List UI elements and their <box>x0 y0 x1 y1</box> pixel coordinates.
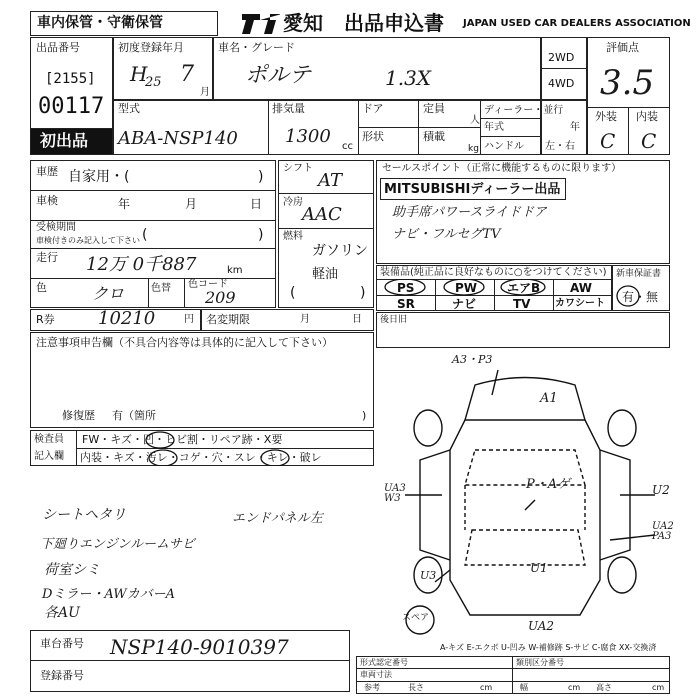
org-name: 愛知 <box>283 11 323 35</box>
damage-legend: A-キズ E-エクボ U-凹み W-補修跡 S-サビ C-腐食 XX-交換済 <box>440 643 657 652</box>
length-unit: cm <box>480 683 493 692</box>
new-owner-label: 後日旧 <box>380 315 408 325</box>
fuel-diesel: 軽油 <box>312 267 339 282</box>
shift-value: AT <box>318 170 343 191</box>
selling-point-1: 助手席パワースライドドア <box>392 205 547 220</box>
registration-era: H <box>130 62 148 86</box>
capacity-label: 定員 <box>423 102 445 115</box>
load-unit: kg <box>468 144 479 154</box>
selling-point-2: ナビ・フルセグTV <box>392 227 501 242</box>
model-name: ポルテ <box>245 63 312 88</box>
warranty-label: 新車保証書 <box>616 269 662 279</box>
capacity-unit: 人 <box>470 115 480 126</box>
legal-open: ( <box>142 227 148 243</box>
handle-options: 左・右 <box>545 141 575 152</box>
remark-side: エンドパネル左 <box>232 511 323 526</box>
inspection-label: 車検 <box>36 194 58 207</box>
r-ticket-frame <box>30 309 374 331</box>
color-label: 色 <box>36 281 47 294</box>
remark-3: 荷室シミ <box>44 562 100 578</box>
shift-label: シフト <box>283 163 313 174</box>
fuel-gasoline: ガソリン <box>312 243 368 259</box>
remark-1: シートヘタリ <box>42 507 126 523</box>
drive-4wd: 4WD <box>548 77 575 90</box>
remark-5: 各AU <box>44 605 80 621</box>
chassis-value: NSP140-9010397 <box>110 635 289 659</box>
mileage-value: 12万 0千887 <box>86 254 197 275</box>
displacement-value: 1300 <box>285 126 331 147</box>
vehicle-size-label: 車両寸法 <box>360 670 392 679</box>
color-value: クロ <box>92 284 125 303</box>
warranty-circle <box>614 284 644 308</box>
registration-label: 初度登録年月 <box>118 41 184 54</box>
chassis-label: 車台番号 <box>40 637 84 650</box>
cat-reg-label: 類別区分番号 <box>516 658 564 667</box>
dealer-label: ディーラー・並行 <box>484 105 564 116</box>
name-change-day: 日 <box>352 314 362 325</box>
usage-value: 自家用・( <box>68 169 130 185</box>
lot-code: [2155] <box>45 71 96 87</box>
equip-ps: PS <box>397 281 415 295</box>
legal-label: 受検期間 <box>36 222 76 233</box>
equip-circles <box>376 279 612 296</box>
diagram-label-right-top: U2 <box>652 483 670 497</box>
diagram-label-rear: UA2 <box>528 619 555 633</box>
fuel-label: 燃料 <box>283 231 303 242</box>
new-owner-frame <box>376 312 670 348</box>
equip-sr: SR <box>397 297 415 311</box>
usage-label: 車歴 <box>36 165 58 178</box>
dealer-year-label: 年式 <box>484 122 504 133</box>
inspection-day: 日 <box>250 197 263 211</box>
type-label: 型式 <box>118 102 140 115</box>
exterior-label: 外装 <box>595 110 617 123</box>
score-value: 3.5 <box>600 63 655 103</box>
lot-number: 00117 <box>38 94 105 119</box>
shape-label: 形状 <box>362 130 384 143</box>
height-unit: cm <box>652 683 665 692</box>
door-label: ドア <box>362 102 384 115</box>
diagram-label-left: UA3 W3 <box>384 483 406 504</box>
name-change-month: 月 <box>300 314 310 325</box>
r-ticket-unit: 円 <box>184 314 194 325</box>
diagram-label-top: A3・P3 <box>452 353 493 366</box>
mileage-unit: km <box>227 265 243 276</box>
warranty-options: 有・無 <box>622 290 659 304</box>
drive-2wd: 2WD <box>548 51 575 64</box>
equip-airbag: エアB <box>507 281 541 295</box>
model-grade: 1.3X <box>385 66 432 90</box>
ref-label: 参考 <box>364 683 380 692</box>
exterior-grade: C <box>600 129 616 153</box>
diagram-label-spare: スペア <box>402 613 430 623</box>
plate-label: 登録番号 <box>40 669 84 682</box>
selling-points-label: セールスポイント（正常に機能するものに限ります） <box>382 163 622 174</box>
ju-logo <box>240 10 280 36</box>
equip-aw: AW <box>570 281 592 295</box>
form-title: 出品申込書 <box>344 11 444 35</box>
registration-month-unit: 月 <box>200 87 210 98</box>
diagram-label-bottom-center: U1 <box>530 561 548 575</box>
storage-label: 車内保管・守衛保管 <box>37 15 163 31</box>
legal-note: 車検付きのみ記入して下さい <box>36 236 140 245</box>
load-label: 積載 <box>423 130 445 143</box>
diagram-label-right-bottom: UA2 PA3 <box>652 521 674 542</box>
equip-navi: ナビ <box>452 297 477 311</box>
fuel-open: ( <box>290 285 296 301</box>
displacement-label: 排気量 <box>272 102 305 115</box>
length-label: 長さ <box>408 683 424 692</box>
inspector-label: 検査員 <box>34 434 64 445</box>
inspector-row2: 内装・キズ・汚レ・コゲ・穴・スレ・キレ・破レ <box>80 451 322 464</box>
inspector-circles <box>76 430 374 466</box>
inspection-month: 月 <box>185 197 198 211</box>
equip-pw: PW <box>455 281 478 295</box>
r-ticket-label: R券 <box>36 313 55 326</box>
diagram-label-roof: P・Aゲ <box>526 477 571 492</box>
registration-year: 25 <box>145 75 162 90</box>
repair-close: ) <box>362 409 367 422</box>
fuel-close: ) <box>360 285 366 301</box>
aircon-value: AAC <box>302 204 342 225</box>
inspector-row1: FW・キズ・凹・ヒビ割・リペア跡・X要 <box>82 433 283 446</box>
width-label: 幅 <box>520 683 528 692</box>
equip-tv: TV <box>513 297 531 311</box>
form-reg-label: 形式認定番号 <box>360 658 408 667</box>
equip-leather: カワシート <box>555 298 605 309</box>
inspection-year: 年 <box>118 197 131 211</box>
association-name: JAPAN USED CAR DEALERS ASSOCIATION <box>463 18 691 29</box>
equipment-label: 装備品(純正品に良好なものに○をつけてください) <box>380 267 607 278</box>
color-code-label: 色コード <box>188 279 228 290</box>
r-ticket-value: 10210 <box>98 308 156 329</box>
usage-close: ) <box>258 169 264 185</box>
legal-close: ) <box>258 227 264 243</box>
color-code: 209 <box>205 288 236 307</box>
displacement-unit: cc <box>342 141 353 152</box>
dealer-car-label: MITSUBISHIディーラー出品 <box>384 182 561 197</box>
notes-label: 注意事項申告欄（不具合内容等は具体的に記入して下さい） <box>36 336 333 349</box>
dealer-year-unit: 年 <box>570 122 580 133</box>
remark-4: Dミラー・AWカバーA <box>42 587 176 602</box>
registration-month: 7 <box>180 62 194 87</box>
model-label: 車名・グレード <box>218 41 295 54</box>
first-listing-label: 初出品 <box>40 131 89 150</box>
width-unit: cm <box>568 683 581 692</box>
interior-label: 内装 <box>636 110 658 123</box>
handle-label: ハンドル <box>484 141 524 152</box>
interior-grade: C <box>641 129 657 153</box>
name-change-label: 名変期限 <box>206 313 250 326</box>
repair-label: 修復歴 <box>62 409 95 422</box>
remark-2: 下廻りエンジンルームサビ <box>40 537 195 552</box>
score-label: 評価点 <box>606 41 639 54</box>
lot-label: 出品番号 <box>36 41 80 54</box>
aircon-label: 冷房 <box>283 197 303 208</box>
car-damage-diagram <box>380 350 674 640</box>
height-label: 高さ <box>596 683 612 692</box>
diagram-label-bottom-left: U3 <box>420 569 437 582</box>
repair-value: 有（箇所 <box>112 409 156 422</box>
inspector-label2: 記入欄 <box>34 451 64 462</box>
diagram-label-hood: A1 <box>540 391 558 406</box>
mileage-label: 走行 <box>36 251 58 264</box>
type-value: ABA-NSP140 <box>118 128 238 149</box>
color-swap-label: 色替 <box>151 283 171 294</box>
